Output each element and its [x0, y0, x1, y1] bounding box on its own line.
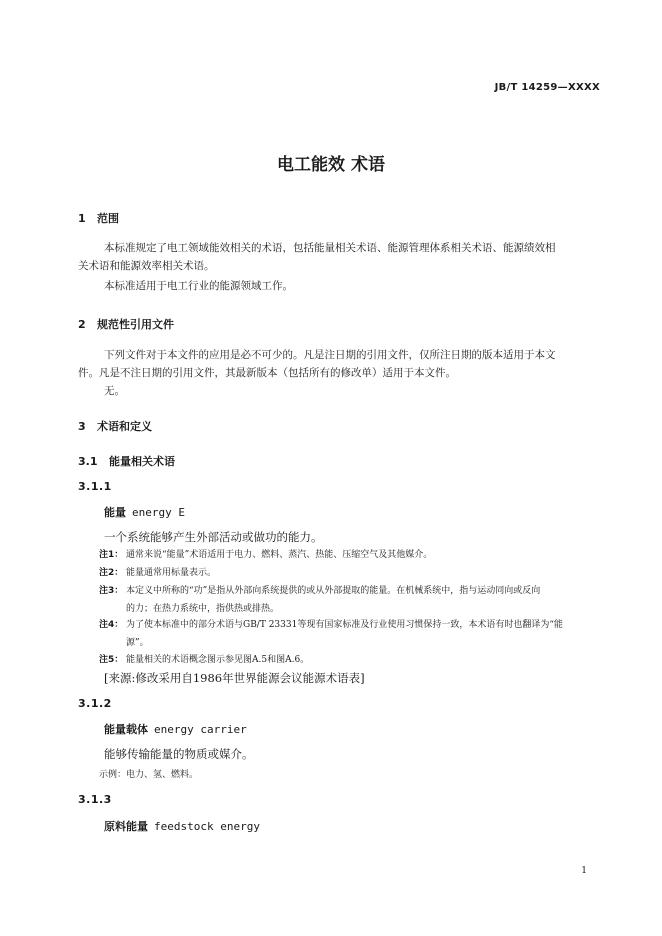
- section-title: 规范性引用文件: [97, 318, 174, 331]
- paragraph-line: 下列文件对于本文件的应用是必不可少的。凡是注日期的引用文件，仅所注日期的版本适用于本文: [104, 349, 556, 361]
- document-title: 电工能效 术语: [277, 155, 385, 175]
- note-text: 能量通常用标量表示。: [126, 568, 217, 578]
- section-2-paragraph-2: [78, 382, 600, 400]
- paragraph-line: 关术语和能源效率相关术语。: [78, 260, 215, 272]
- section-3-heading: [78, 418, 152, 434]
- term-zh: 能量载体: [104, 723, 148, 736]
- note-4: [99, 616, 609, 652]
- term-heading: [104, 818, 260, 834]
- term-heading: [104, 504, 185, 520]
- section-title: 术语和定义: [97, 420, 152, 433]
- note-label: 注4：: [99, 620, 124, 630]
- section-1-heading: [78, 210, 119, 226]
- paragraph-line: 本标准规定了电工领域能效相关的术语，包括能量相关术语、能源管理体系相关术语、能源绩效相: [104, 242, 556, 254]
- paragraph-line: 本标准适用于电工行业的能源领域工作。: [104, 280, 293, 292]
- section-title: 范围: [97, 212, 119, 225]
- standard-id: JB/T 14259—XXXX: [494, 82, 600, 93]
- note-continuation: 的力；在热力系统中，指供热或排热。: [126, 604, 280, 614]
- term-number: 3.1.1: [78, 480, 112, 493]
- paragraph-line: 无。: [104, 385, 125, 397]
- section-number: 3: [78, 420, 86, 433]
- note-label: 注2：: [99, 568, 124, 578]
- note-3: [99, 582, 609, 618]
- note-text: 通常来说“能量”术语适用于电力、燃料、蒸汽、热能、压缩空气及其他媒介。: [126, 550, 433, 560]
- note-2: [99, 564, 609, 582]
- section-2-paragraph-1: [78, 346, 600, 382]
- term-heading: [104, 721, 247, 737]
- section-1-paragraph-1: [78, 239, 600, 275]
- section-number: 3.1: [78, 455, 98, 468]
- term-number: 3.1.3: [78, 793, 112, 806]
- note-label: 注3：: [99, 586, 124, 596]
- section-number: 2: [78, 318, 86, 331]
- term-source: [来源:修改采用自1986年世界能源会议能源术语表]: [104, 671, 365, 685]
- page-number: 1: [581, 866, 587, 876]
- note-label: 注1：: [99, 550, 124, 560]
- section-1-paragraph-2: [78, 277, 600, 295]
- section-2-heading: [78, 316, 174, 332]
- term-example: 示例：电力、氢、燃料。: [99, 770, 199, 780]
- term-en: energy E: [132, 506, 185, 519]
- term-definition: 能够传输能量的物质或媒介。: [104, 747, 254, 761]
- term-en: energy carrier: [154, 723, 247, 736]
- note-continuation: 源”。: [126, 638, 149, 648]
- note-text: 本定义中所称的“功”是指从外部向系统提供的或从外部提取的能量。在机械系统中，指与运动同向或反向: [126, 586, 541, 596]
- note-text: 为了使本标准中的部分术语与GB/T 23331等现有国家标准及行业使用习惯保持一致，本术语有时也翻译为“能: [126, 620, 563, 630]
- note-text: 能量相关的术语概念图示参见图A.5和图A.6。: [126, 655, 310, 665]
- paragraph-line: 件。凡是不注日期的引用文件，其最新版本（包括所有的修改单）适用于本文件。: [78, 367, 456, 379]
- term-definition: 一个系统能够产生外部活动或做功的能力。: [104, 530, 323, 544]
- term-en: feedstock energy: [154, 820, 260, 833]
- term-zh: 能量: [104, 506, 126, 519]
- note-5: [99, 651, 609, 669]
- note-1: [99, 546, 609, 564]
- section-number: 1: [78, 212, 86, 225]
- section-title: 能量相关术语: [109, 455, 175, 468]
- term-zh: 原料能量: [104, 820, 148, 833]
- section-3-1-heading: [78, 453, 175, 469]
- note-label: 注5：: [99, 655, 124, 665]
- term-number: 3.1.2: [78, 697, 112, 710]
